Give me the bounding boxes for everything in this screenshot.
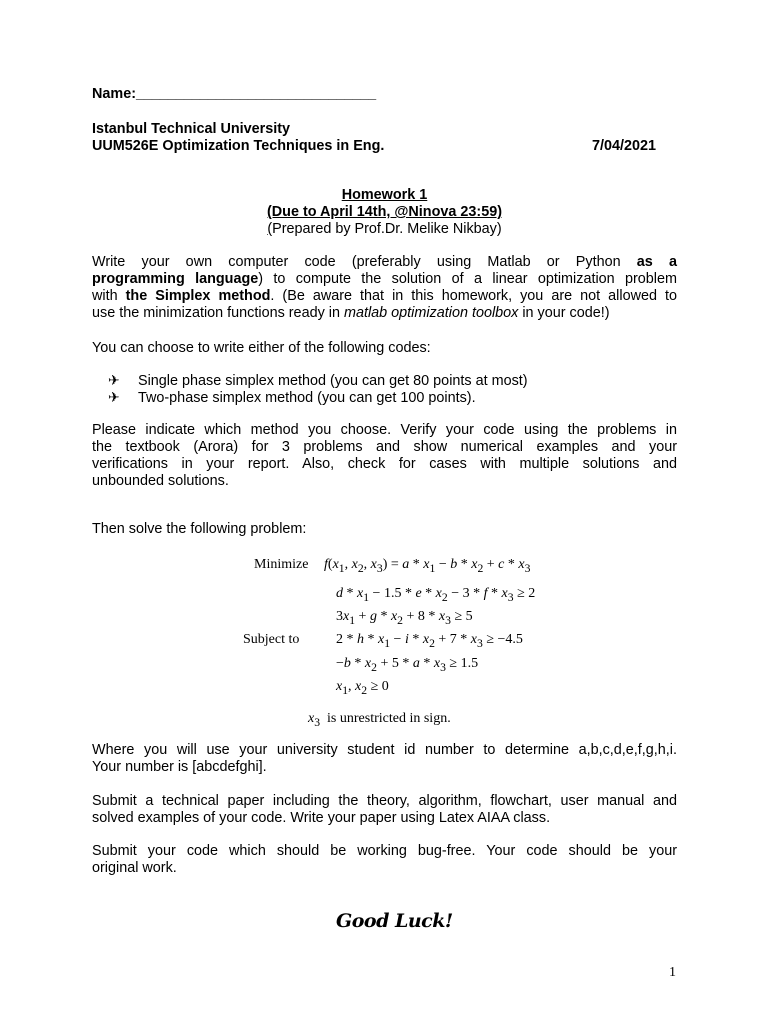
prepared-by: (Prepared by Prof.Dr. Melike Nikbay) [267, 221, 502, 237]
page-number: 1 [669, 965, 676, 980]
indicate-paragraph: Please indicate which method you choose. Verify your code using the problems in the textbook (Arora) for 3 problems and show numerical examples and your verifications in your report. Also, check for cases with multiple solutions and unbounded solutions. [92, 422, 677, 489]
document-page [92, 0, 677, 1024]
airplane-bullet-icon: ✈ [108, 389, 120, 405]
objective-function: $f(x_1$, $x_2$, $x_3) = a * x_1 - b * x_2 + c * x_3$ [324, 557, 531, 575]
airplane-bullet-icon: ✈ [108, 372, 120, 388]
submit-paper-paragraph: Submit a technical paper including the theory, algorithm, flowchart, user manual and solved examples of your code. Write your paper using Latex AIAA class. [92, 793, 677, 826]
course-title: UUM526E Optimization Techniques in Eng. [92, 138, 385, 154]
document-date: 7/04/2021 [592, 138, 657, 154]
constraint-3: $2 * h * x_1 - i * x_2 + 7 * x_3 \ge -4.5$ [336, 632, 523, 650]
good-luck-closing: Good Luck! [336, 910, 453, 932]
name-field-label: Name:______________________________ [92, 86, 377, 102]
homework-title: Homework 1 [341, 187, 428, 203]
where-paragraph: Where you will use your university student id number to determine a,b,c,d,e,f,g,h,i. Your number is [abcdefghi]. [92, 742, 677, 775]
submit-code-paragraph: Submit your code which should be working bug-free. Your code should be your original work. [92, 843, 677, 876]
constraint-5: $x_1$, $x_2 \ge 0$ [336, 679, 389, 697]
then-solve-text: Then solve the following problem: [92, 521, 307, 537]
minimize-label: Minimize [254, 557, 309, 572]
choose-text: You can choose to write either of the following codes: [92, 340, 431, 356]
intro-paragraph: Write your own computer code (preferably using Matlab or Python as a programming language) to compute the solution of a linear optimization problem with the Simplex method. (Be aware that in this homework, you are not allowed to use the minimization functions ready in matlab optimization toolbox in your code!) [92, 254, 678, 321]
subject-to-label: Subject to [243, 632, 300, 647]
constraint-1: $d * x_1 - 1.5 * e * x_2 - 3 * f * x_3 \ge 2$ [336, 586, 536, 604]
list-item: ✈ Two-phase simplex method (you can get 100 points). [108, 389, 476, 406]
unrestricted-note: $x_3$ is unrestricted in sign. [308, 711, 451, 729]
university-name: Istanbul Technical University [92, 121, 291, 137]
options-list [108, 372, 528, 406]
list-item: ✈ Single phase simplex method (you can get 80 points at most) [108, 372, 528, 389]
constraint-2: $3x_1 + g * x_2 + 8 * x_3 \ge 5$ [336, 609, 473, 627]
constraint-4: $-b * x_2 + 5 * a * x_3 \ge 1.5$ [336, 656, 479, 674]
due-date: (Due to April 14th, @Ninova 23:59) [267, 204, 502, 220]
